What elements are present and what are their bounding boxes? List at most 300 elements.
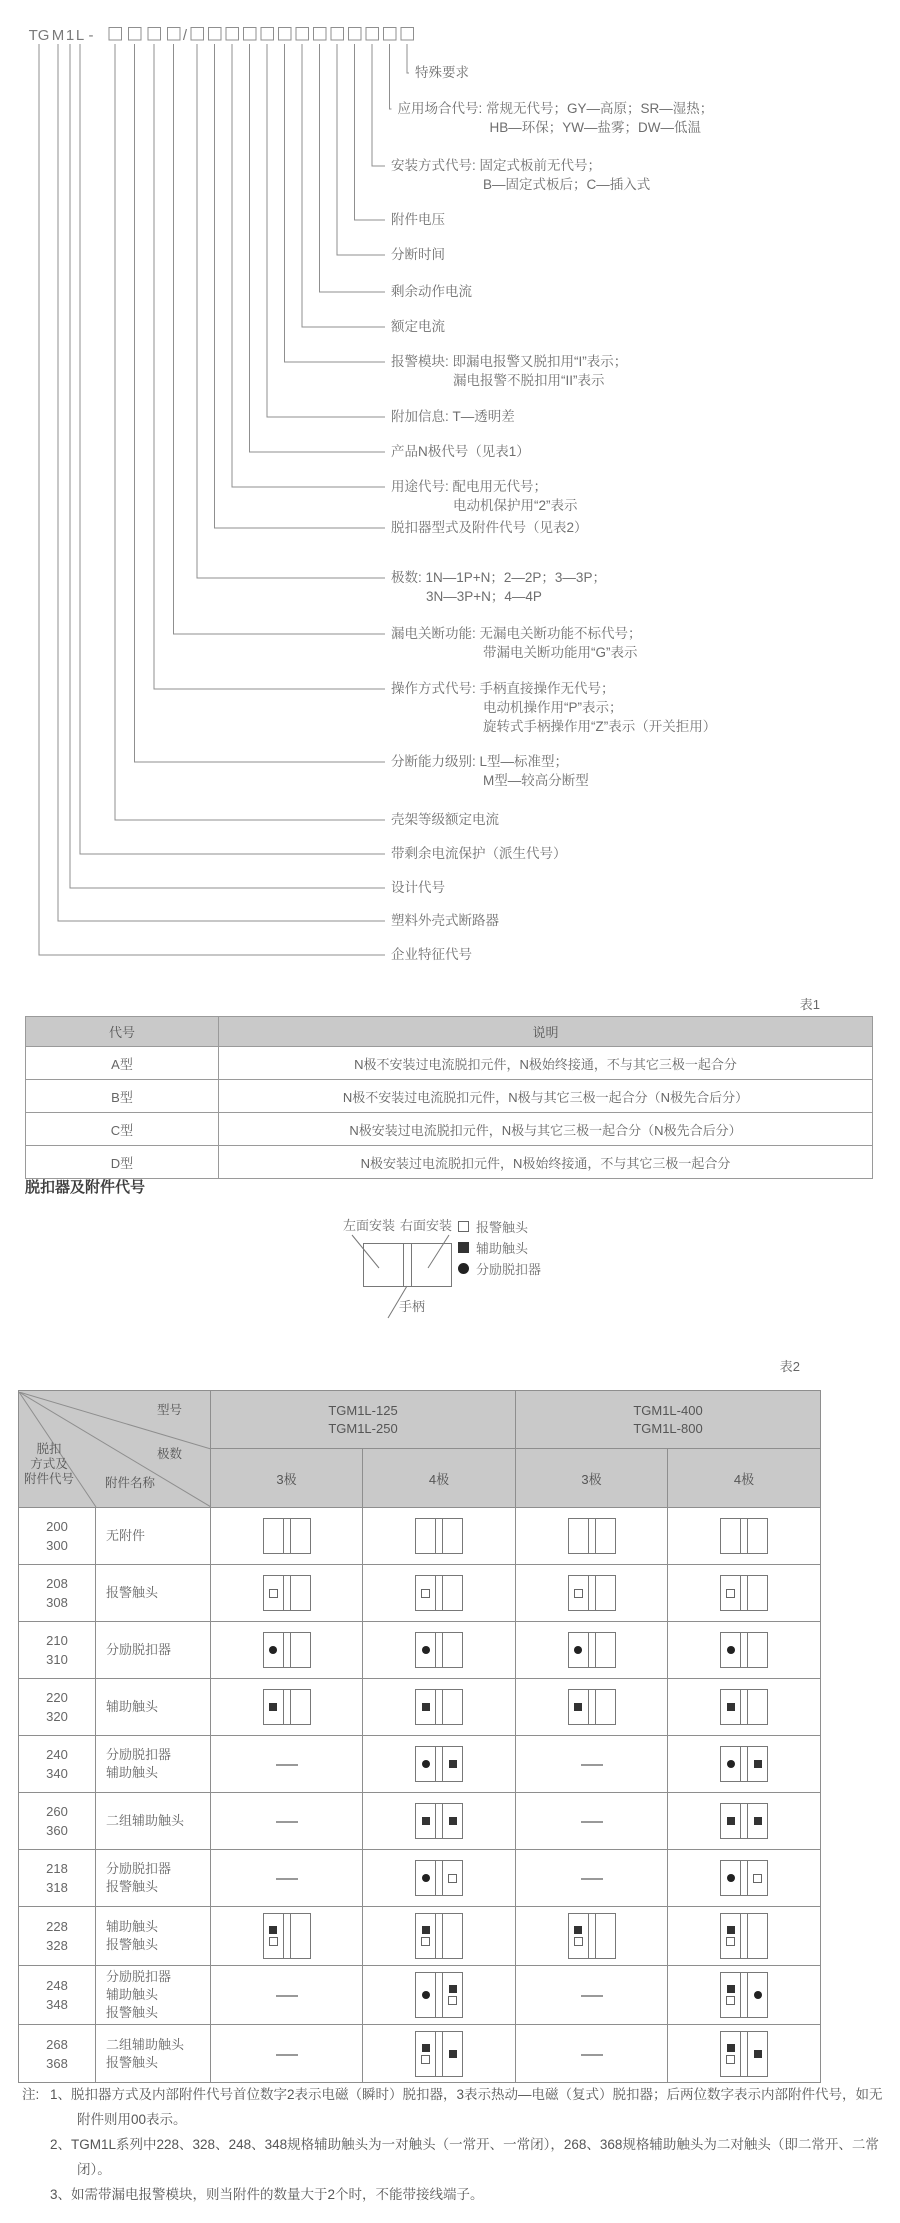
left-compartment	[416, 1576, 435, 1610]
configuration-cell	[668, 1907, 821, 1966]
accessory-name-cell	[96, 1508, 211, 1565]
breaker-icon	[263, 1913, 311, 1959]
accessory-name-line: 报警触头	[106, 2054, 159, 2070]
auxiliary-contact-symbol	[727, 2044, 735, 2052]
accessory-code: 260	[46, 1804, 68, 1819]
right-compartment	[443, 1633, 462, 1667]
auxiliary-contact-symbol	[727, 1926, 735, 1934]
handle-strip	[588, 1633, 596, 1667]
breaker-icon	[720, 1803, 768, 1839]
table1-cell: D型	[26, 1146, 219, 1179]
model-name: TGM1L-125	[328, 1402, 398, 1418]
right-compartment	[596, 1690, 615, 1724]
configuration-cell	[363, 1793, 516, 1850]
model-prefix-char: /	[182, 27, 188, 44]
breaker-icon	[415, 1518, 463, 1554]
model-segment-label-line: HB—环保；YW—盐雾；DW—低温	[489, 120, 701, 135]
model-segment-label	[391, 624, 642, 662]
configuration-cell	[363, 1966, 516, 2025]
model-prefix-char: -	[88, 27, 94, 44]
accessory-name-cell	[96, 1793, 211, 1850]
model-segment-label-line: 剩余动作电流	[391, 284, 472, 299]
alarm-contact-symbol	[421, 1937, 430, 1946]
right-compartment	[291, 1576, 310, 1610]
shunt-release-symbol	[458, 1263, 469, 1274]
right-compartment	[443, 1861, 462, 1895]
left-compartment	[721, 1861, 740, 1895]
accessory-code-cell	[19, 1508, 96, 1565]
accessory-code-cell	[19, 1679, 96, 1736]
accessory-code: 318	[46, 1880, 68, 1895]
accessory-code-cell	[19, 1736, 96, 1793]
diagonal-line	[19, 1392, 211, 1449]
accessory-name-cell	[96, 1966, 211, 2025]
table-row	[26, 1080, 873, 1113]
breaker-icon	[568, 1518, 616, 1554]
n-pole-code-table	[25, 1016, 873, 1179]
configuration-cell	[668, 1736, 821, 1793]
configuration-cell	[668, 1622, 821, 1679]
handle-strip	[435, 1861, 443, 1895]
not-available-dash	[581, 1995, 603, 1997]
model-segment-label	[415, 63, 469, 82]
handle-strip	[740, 1633, 748, 1667]
accessory-name-line: 二组辅助触头	[106, 2036, 185, 2052]
left-compartment	[416, 1690, 435, 1724]
accessory-code: 208	[46, 1576, 68, 1591]
model-name: TGM1L-250	[328, 1420, 398, 1436]
left-compartment	[569, 1690, 588, 1724]
accessory-code: 328	[46, 1938, 68, 1953]
right-compartment	[291, 1914, 310, 1958]
breaker-icon	[720, 1518, 768, 1554]
handle-strip	[435, 1576, 443, 1610]
model-segment-label	[391, 352, 627, 390]
left-compartment	[569, 1519, 588, 1553]
alarm-contact-symbol	[726, 2055, 735, 2064]
shunt-release-symbol	[727, 1760, 735, 1768]
configuration-cell	[516, 1508, 668, 1565]
left-compartment	[721, 1576, 740, 1610]
auxiliary-contact-symbol	[422, 2044, 430, 2052]
right-compartment	[748, 1747, 767, 1781]
configuration-cell	[516, 1793, 668, 1850]
configuration-cell	[211, 1907, 363, 1966]
not-available-dash	[581, 2054, 603, 2056]
accessory-name-cell	[96, 1850, 211, 1907]
accessory-code: 310	[46, 1652, 68, 1667]
alarm-contact-symbol	[574, 1589, 583, 1598]
trip-unit-accessory-table	[18, 1390, 821, 2083]
corner-trip-code-label	[24, 1442, 74, 1487]
alarm-contact-symbol	[574, 1937, 583, 1946]
model-segment-label-line: 额定电流	[391, 319, 445, 334]
accessory-code: 368	[46, 2055, 68, 2071]
breaker-icon	[415, 1913, 463, 1959]
auxiliary-contact-symbol	[574, 1703, 582, 1711]
model-segment-label-line: 分断能力级别: L型—标准型；	[391, 754, 569, 769]
left-compartment	[721, 1914, 740, 1958]
model-segment-label	[398, 99, 714, 137]
model-segment-label-line: B—固定式板后；C—插入式	[483, 177, 651, 192]
auxiliary-contact-symbol	[754, 1760, 762, 1768]
left-mount-label: 左面安装	[343, 1218, 396, 1233]
handle-strip	[588, 1576, 596, 1610]
shunt-release-symbol	[754, 1991, 762, 1999]
handle-strip	[740, 1747, 748, 1781]
handle-label: 手柄	[399, 1299, 426, 1314]
accessory-code: 268	[46, 2036, 68, 2052]
table1-cell: B型	[26, 1080, 219, 1113]
configuration-cell	[211, 1679, 363, 1736]
right-compartment	[748, 1519, 767, 1553]
accessory-name-line: 报警触头	[106, 1585, 159, 1600]
corner-diagonal-wrap	[19, 1392, 210, 1507]
handle-strip	[283, 1633, 291, 1667]
breaker-icon	[720, 1972, 768, 2018]
model-segment-label	[391, 317, 445, 336]
accessory-name-line: 辅助触头	[106, 1765, 159, 1780]
accessory-name-line: 辅助触头	[106, 1699, 159, 1714]
corner-pole-label: 极数	[157, 1446, 183, 1461]
model-segment-label-line: 旋转式手柄操作用“Z”表示（开关拒用）	[483, 719, 717, 734]
breaker-icon	[720, 2031, 768, 2077]
breaker-icon	[415, 1972, 463, 2018]
handle-strip	[740, 1914, 748, 1958]
left-compartment	[569, 1914, 588, 1958]
accessory-code: 240	[46, 1747, 68, 1762]
table1-cell: N极不安装过电流脱扣元件，N极与其它三极一起合分（N极先合后分）	[219, 1080, 873, 1113]
model-segment-label-line: 漏电报警不脱扣用“II”表示	[453, 373, 605, 388]
handle-strip	[435, 1519, 443, 1553]
accessory-code: 210	[46, 1633, 68, 1648]
model-segment-label	[391, 752, 589, 790]
left-compartment	[416, 1861, 435, 1895]
handle-strip	[435, 1747, 443, 1781]
handle-strip	[283, 1914, 291, 1958]
symbol-legend	[458, 1216, 541, 1279]
right-compartment	[748, 1914, 767, 1958]
auxiliary-contact-symbol	[449, 1985, 457, 1993]
handle-strip	[435, 1973, 443, 2017]
model-segment-label	[391, 245, 445, 264]
model-segment-label-line: 产品N极代号（见表1）	[391, 444, 530, 459]
breaker-icon	[720, 1575, 768, 1611]
handle-strip	[283, 1576, 291, 1610]
table2-caption: 表2	[779, 1359, 800, 1374]
alarm-contact-symbol	[448, 1874, 457, 1883]
auxiliary-contact-symbol	[449, 1760, 457, 1768]
shunt-release-symbol	[422, 1874, 430, 1882]
accessory-code: 340	[46, 1766, 68, 1781]
left-compartment	[264, 1633, 283, 1667]
breaker-icon	[415, 1689, 463, 1725]
handle-strip	[740, 1973, 748, 2017]
breaker-icon	[415, 1575, 463, 1611]
accessory-code-cell	[19, 1622, 96, 1679]
handle-strip	[740, 1861, 748, 1895]
model-segment-label-line: 带剩余电流保护（派生代号）	[391, 846, 567, 861]
accessory-name-line: 二组辅助触头	[106, 1813, 185, 1828]
breaker-icon	[263, 1575, 311, 1611]
left-compartment	[721, 2032, 740, 2076]
alarm-contact-symbol	[753, 1874, 762, 1883]
notes-items	[50, 2082, 884, 2207]
auxiliary-contact-symbol	[754, 1817, 762, 1825]
model-prefix-char: L	[75, 27, 85, 44]
table1-caption: 表1	[799, 997, 820, 1012]
right-compartment	[748, 1633, 767, 1667]
table-row	[19, 1622, 821, 1679]
legend-item	[458, 1258, 541, 1279]
model-segment-label-line: M型—较高分断型	[483, 773, 589, 788]
breaker-icon	[263, 1632, 311, 1668]
accessory-code: 248	[46, 1978, 68, 1993]
breaker-icon	[720, 1689, 768, 1725]
table2-model-group-header	[211, 1391, 516, 1449]
left-compartment	[569, 1633, 588, 1667]
auxiliary-contact-symbol	[754, 2050, 762, 2058]
model-segment-label-line: 电动机保护用“2”表示	[453, 498, 578, 513]
configuration-cell	[211, 1736, 363, 1793]
legend-label: 辅助触头	[476, 1241, 529, 1256]
model-segment-label-line: 设计代号	[391, 880, 445, 895]
handle-strip	[740, 1576, 748, 1610]
handle-strip	[740, 1804, 748, 1838]
breaker-icon	[415, 1746, 463, 1782]
auxiliary-contact-symbol	[449, 1817, 457, 1825]
configuration-cell	[668, 2025, 821, 2083]
model-segment-label-line: 特殊要求	[415, 65, 469, 80]
breaker-icon	[263, 1518, 311, 1554]
handle-strip	[588, 1690, 596, 1724]
handle-strip	[740, 1519, 748, 1553]
model-segment-label	[391, 844, 567, 863]
configuration-cell	[516, 1907, 668, 1966]
shunt-release-symbol	[422, 1991, 430, 1999]
right-compartment	[748, 1804, 767, 1838]
alarm-contact-symbol	[726, 1589, 735, 1598]
alarm-contact-symbol	[448, 1996, 457, 2005]
corner-trip-code-line: 脱扣	[36, 1441, 62, 1456]
handle-strip	[435, 1633, 443, 1667]
configuration-cell	[363, 1679, 516, 1736]
accessory-code-cell	[19, 2025, 96, 2083]
left-compartment	[721, 1633, 740, 1667]
configuration-cell	[516, 1736, 668, 1793]
table-row	[19, 1679, 821, 1736]
breaker-icon	[415, 1860, 463, 1896]
not-available-dash	[581, 1821, 603, 1823]
left-compartment	[264, 1914, 283, 1958]
note-item: 3、如需带漏电报警模块，则当附件的数量大于2个时，不能带接线端子。	[50, 2187, 484, 2202]
configuration-cell	[668, 1793, 821, 1850]
left-compartment	[416, 1914, 435, 1958]
table1-cell: A型	[26, 1047, 219, 1080]
left-compartment	[264, 1690, 283, 1724]
corner-model-label: 型号	[157, 1402, 183, 1417]
accessory-name-line: 辅助触头	[106, 1987, 159, 2002]
right-compartment	[596, 1519, 615, 1553]
accessory-name-line: 分励脱扣器	[106, 1861, 172, 1876]
accessory-code: 320	[46, 1709, 68, 1724]
right-compartment	[596, 1914, 615, 1958]
left-compartment	[416, 1973, 435, 2017]
table-row	[19, 1850, 821, 1907]
left-compartment	[264, 1519, 283, 1553]
model-segment-label	[391, 442, 530, 461]
table-row	[26, 1113, 873, 1146]
right-compartment	[596, 1633, 615, 1667]
accessory-name-cell	[96, 1565, 211, 1622]
configuration-cell	[211, 1966, 363, 2025]
configuration-cell	[516, 2025, 668, 2083]
table1-cell: N极安装过电流脱扣元件，N极与其它三极一起合分（N极先合后分）	[219, 1113, 873, 1146]
not-available-dash	[276, 1878, 298, 1880]
breaker-icon	[415, 1632, 463, 1668]
table-row	[19, 1565, 821, 1622]
configuration-cell	[211, 1565, 363, 1622]
model-segment-label-line: 安装方式代号: 固定式板前无代号；	[391, 158, 602, 173]
auxiliary-contact-symbol	[727, 1817, 735, 1825]
shunt-release-symbol	[422, 1646, 430, 1654]
model-segment-label-line: 分断时间	[391, 247, 445, 262]
right-compartment	[443, 2032, 462, 2076]
left-compartment	[721, 1973, 740, 2017]
note-item: 2、TGM1L系列中228、328、248、348规格辅助触头为一对触头（一常开、一常闭），268、368规格辅助触头为二对触头（即二常开、二常闭）。	[50, 2137, 879, 2177]
model-segment-labels	[0, 0, 900, 985]
table2-header-row-models	[19, 1391, 821, 1449]
right-mount-label: 右面安装	[400, 1218, 453, 1233]
handle-strip	[435, 1804, 443, 1838]
table-row	[19, 1736, 821, 1793]
model-prefix-char: TG	[28, 27, 50, 44]
handle-pointer-line	[388, 1286, 407, 1318]
notes-prefix: 注:	[22, 2087, 40, 2102]
breaker-icon	[720, 1746, 768, 1782]
shunt-release-symbol	[422, 1760, 430, 1768]
table2-corner-cell	[19, 1391, 211, 1508]
model-prefix-char: 1	[65, 27, 75, 44]
alarm-contact-symbol	[421, 1589, 430, 1598]
configuration-cell	[668, 1508, 821, 1565]
table-row	[19, 2025, 821, 2083]
model-segment-label-line: 企业特征代号	[391, 947, 472, 962]
table1-cell: N极安装过电流脱扣元件，N极始终接通，不与其它三极一起合分	[219, 1146, 873, 1179]
table2-pole-header: 4极	[363, 1449, 516, 1508]
accessory-code-cell	[19, 1565, 96, 1622]
left-compartment	[416, 1519, 435, 1553]
model-segment-label-line: 3N—3P+N；4—4P	[426, 589, 542, 604]
left-compartment	[569, 1576, 588, 1610]
model-segment-label-line: 电动机操作用“P”表示；	[483, 700, 623, 715]
model-segment-label-line: 壳架等级额定电流	[391, 812, 499, 827]
right-compartment	[443, 1914, 462, 1958]
table-row	[19, 1793, 821, 1850]
shunt-release-symbol	[269, 1646, 277, 1654]
accessory-name-cell	[96, 1622, 211, 1679]
auxiliary-contact-symbol	[269, 1703, 277, 1711]
table1-header-cell: 说明	[219, 1017, 873, 1047]
breaker-icon	[720, 1632, 768, 1668]
auxiliary-contact-symbol	[458, 1242, 469, 1253]
accessory-name-cell	[96, 2025, 211, 2083]
configuration-cell	[363, 1508, 516, 1565]
model-segment-label-line: 操作方式代号: 手柄直接操作无代号；	[391, 681, 615, 696]
corner-trip-code-line: 附件代号	[24, 1471, 75, 1486]
model-segment-label-line: 用途代号: 配电用无代号；	[391, 479, 548, 494]
accessory-name-line: 分励脱扣器	[106, 1969, 172, 1984]
configuration-cell	[363, 2025, 516, 2083]
handle-strip	[283, 1519, 291, 1553]
configuration-cell	[211, 1622, 363, 1679]
model-segment-label-line: 应用场合代号: 常规无代号；GY—高原；SR—湿热；	[397, 101, 714, 116]
configuration-cell	[363, 1622, 516, 1679]
alarm-contact-symbol	[458, 1221, 469, 1232]
note-item: 1、脱扣器方式及内部附件代号首位数字2表示电磁（瞬时）脱扣器，3表示热动—电磁（复式）脱扣器；后两位数字表示内部附件代号，如无附件则用00表示。	[50, 2087, 883, 2127]
right-compartment	[291, 1690, 310, 1724]
accessory-code-cell	[19, 1966, 96, 2025]
model-segment-label-line: 漏电关断功能: 无漏电关断功能不标代号；	[391, 626, 642, 641]
right-compartment	[291, 1633, 310, 1667]
alarm-contact-symbol	[421, 2055, 430, 2064]
accessory-name-cell	[96, 1679, 211, 1736]
handle-strip	[283, 1690, 291, 1724]
model-segment-label-line: 报警模块: 即漏电报警又脱扣用“I”表示；	[391, 354, 628, 369]
configuration-cell	[363, 1565, 516, 1622]
model-segment-label	[391, 568, 606, 606]
not-available-dash	[276, 1995, 298, 1997]
not-available-dash	[276, 1821, 298, 1823]
accessory-code: 348	[46, 1997, 68, 2012]
left-compartment	[416, 2032, 435, 2076]
right-compartment	[748, 2032, 767, 2076]
right-compartment	[748, 1861, 767, 1895]
accessory-code: 300	[46, 1538, 68, 1553]
model-segment-label	[391, 210, 445, 229]
model-segment-label-line: 极数: 1N—1P+N；2—2P；3—3P；	[391, 570, 606, 585]
handle-strip	[435, 1914, 443, 1958]
table-row	[26, 1146, 873, 1179]
model-segment-label-line: 附件电压	[391, 212, 445, 227]
model-segment-label	[391, 407, 515, 426]
configuration-cell	[516, 1622, 668, 1679]
model-segment-label-line: 附加信息: T—透明差	[391, 409, 515, 424]
model-name: TGM1L-400	[633, 1402, 703, 1418]
alarm-contact-symbol	[726, 1937, 735, 1946]
not-available-dash	[581, 1764, 603, 1766]
not-available-dash	[581, 1878, 603, 1880]
accessory-code-cell	[19, 1793, 96, 1850]
handle-strip	[435, 2032, 443, 2076]
model-name: TGM1L-800	[633, 1420, 703, 1436]
accessory-name-line: 分励脱扣器	[106, 1642, 172, 1657]
handle-strip	[588, 1519, 596, 1553]
shunt-release-symbol	[574, 1646, 582, 1654]
accessory-code-cell	[19, 1907, 96, 1966]
configuration-cell	[211, 1793, 363, 1850]
configuration-cell	[363, 1736, 516, 1793]
left-compartment	[721, 1804, 740, 1838]
accessory-code: 360	[46, 1823, 68, 1838]
model-segment-label	[391, 156, 650, 194]
legend-label: 报警触头	[476, 1220, 529, 1235]
auxiliary-contact-symbol	[422, 1703, 430, 1711]
configuration-cell	[668, 1850, 821, 1907]
table1-cell: C型	[26, 1113, 219, 1146]
handle-strip	[740, 2032, 748, 2076]
left-compartment	[721, 1690, 740, 1724]
